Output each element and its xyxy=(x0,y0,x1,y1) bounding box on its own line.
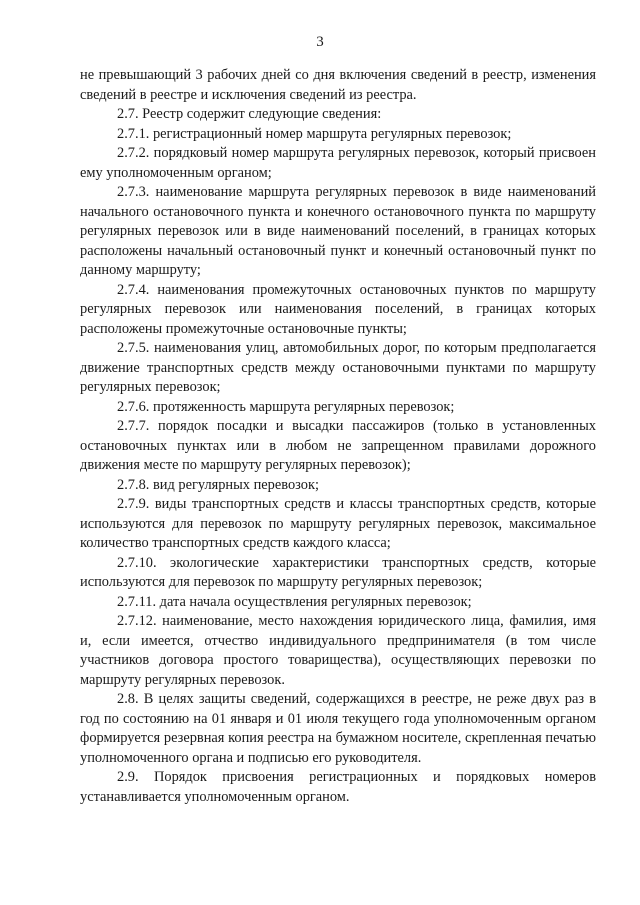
document-body xyxy=(80,66,596,807)
page-number: 3 xyxy=(316,34,324,50)
paragraph-2-7-12: 2.7.12. наименование, место нахождения юридического лица, фамилия, имя и, если имеется, отчество индивидуального предпринимателя (в том числе участников договора простого товарищества), осуществляющих перевозки по маршруту регулярных перевозок. xyxy=(80,613,596,688)
paragraph-2-7-5: 2.7.5. наименования улиц, автомобильных дорог, по которым предполагается движение транспортных средств между остановочными пунктами по маршруту регулярных перевозок; xyxy=(80,340,596,395)
paragraph-2-7-7: 2.7.7. порядок посадки и высадки пассажиров (только в установленных остановочных пунктах или в любом не запрещенном правилами дорожного движения месте по маршруту регулярных перевозок); xyxy=(80,418,596,473)
paragraph-2-7-1: 2.7.1. регистрационный номер маршрута регулярных перевозок; xyxy=(117,125,512,142)
paragraph-2-9: 2.9. Порядок присвоения регистрационных и порядковых номеров устанавливается уполномоченным органом. xyxy=(80,769,596,805)
paragraph-2-7-11: 2.7.11. дата начала осуществления регулярных перевозок; xyxy=(117,593,472,610)
paragraph-2-8: 2.8. В целях защиты сведений, содержащихся в реестре, не реже двух раз в год по состоянию на 01 января и 01 июля текущего года уполномоченным органом формируется резервная копия реестра на бумажном носителе, скрепленная печатью уполномоченного органа и подписью его руководителя. xyxy=(80,691,596,766)
paragraph-2-7-2: 2.7.2. порядковый номер маршрута регулярных перевозок, который присвоен ему уполномоченным органом; xyxy=(80,145,596,181)
paragraph-2-7: 2.7. Реестр содержит следующие сведения: xyxy=(117,106,382,122)
paragraph-2-7-3: 2.7.3. наименование маршрута регулярных перевозок в виде наименований начального остановочного пункта и конечного остановочного пункта по маршруту регулярных перевозок или в виде наименований поселений, в границах которых расположены начальный остановочный пункт и конечный остановочный пункт по данному маршруту; xyxy=(80,184,596,278)
paragraph-2-7-8: 2.7.8. вид регулярных перевозок; xyxy=(117,476,319,493)
paragraph-2-7-10: 2.7.10. экологические характеристики транспортных средств, которые используются для перевозок по маршруту регулярных перевозок; xyxy=(80,554,596,590)
paragraph-2-7-4: 2.7.4. наименования промежуточных остановочных пунктов по маршруту регулярных перевозок или наименования поселений, в границах которых расположены промежуточные остановочные пункты; xyxy=(80,281,596,337)
paragraph-2-7-9: 2.7.9. виды транспортных средств и классы транспортных средств, которые используются для перевозок по маршруту регулярных перевозок, максимальное количество транспортных средств каждого класса; xyxy=(80,496,596,551)
paragraph-continuation: не превышающий 3 рабочих дней со дня включения сведений в реестр, изменения сведений в реестре и исключения сведений из реестра. xyxy=(80,67,596,103)
paragraph-2-7-6: 2.7.6. протяженность маршрута регулярных перевозок; xyxy=(117,398,455,415)
